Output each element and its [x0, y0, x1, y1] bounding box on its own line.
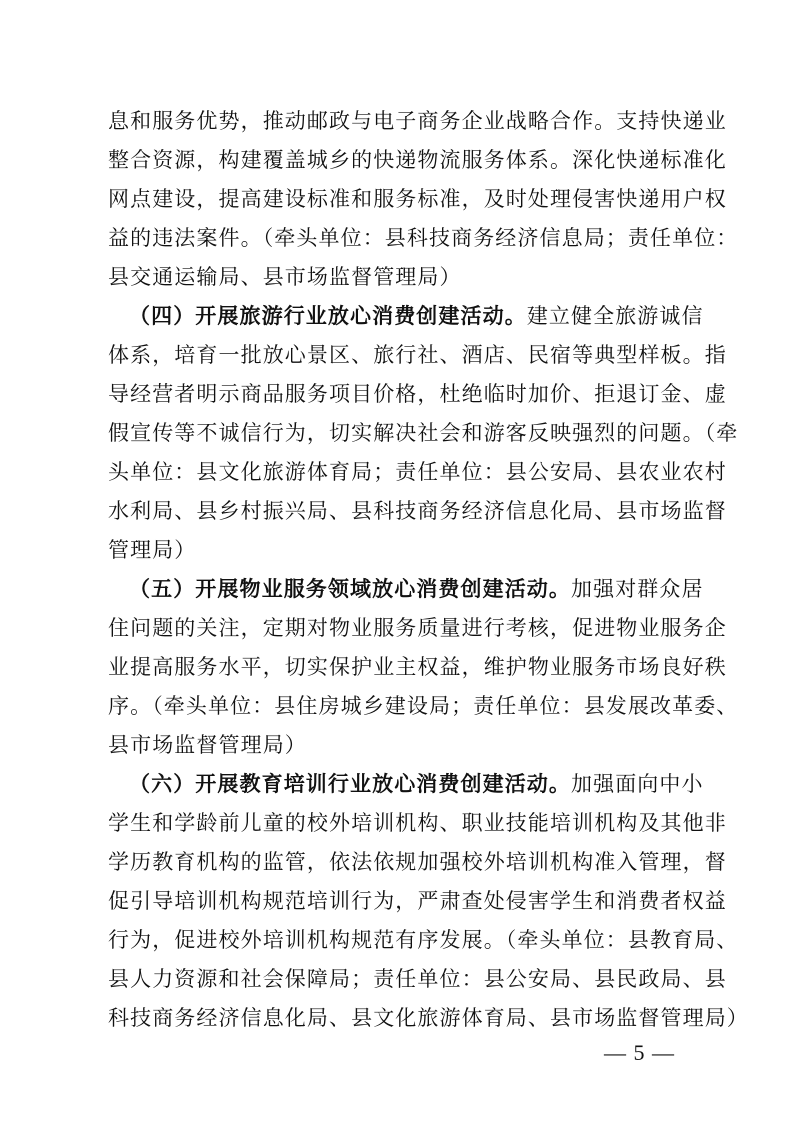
text-line	[108, 265, 708, 289]
line-text: 序。（牵头单位：县住房城乡建设局；责任单位：县发展改革委、	[108, 694, 739, 718]
line-text: 县交通运输局、县市场监督管理局）	[108, 265, 462, 289]
section-heading-line	[129, 772, 729, 796]
text-line	[108, 421, 739, 445]
text-line	[108, 187, 727, 211]
section-heading: （六）开展教育培训行业放心消费创建活动。	[129, 771, 571, 796]
line-text: 假宣传等不诚信行为，切实解决社会和游客反映强烈的问题。（牵	[108, 421, 739, 445]
line-text: 促引导培训机构规范培训行为，严肃查处侵害学生和消费者权益	[108, 889, 727, 913]
text-line	[108, 226, 739, 250]
text-line	[108, 850, 727, 874]
text-line	[108, 889, 727, 913]
line-text: 网点建设，提高建设标准和服务标准，及时处理侵害快递用户权	[108, 187, 727, 211]
page-number: — 5 —	[604, 1040, 675, 1065]
text-line	[108, 655, 727, 679]
text-line	[108, 538, 708, 562]
line-text: 建立健全旅游诚信	[526, 304, 704, 328]
line-text: 头单位：县文化旅游体育局；责任单位：县公安局、县农业农村	[108, 460, 727, 484]
text-line	[108, 148, 727, 172]
section-heading-line	[129, 577, 729, 601]
line-text: 息和服务优势，推动邮政与电子商务企业战略合作。支持快递业	[108, 109, 727, 133]
line-text: 业提高服务水平，切实保护业主权益，维护物业服务市场良好秩	[108, 655, 727, 679]
text-line	[108, 967, 727, 991]
text-line	[108, 382, 727, 406]
text-line	[108, 343, 727, 367]
line-text: 行为，促进校外培训机构规范有序发展。（牵头单位：县教育局、	[108, 928, 739, 952]
section-heading-line	[129, 304, 729, 328]
line-text: 科技商务经济信息化局、县文化旅游体育局、县市场监督管理局）	[108, 1006, 749, 1030]
line-text: 学生和学龄前儿童的校外培训机构、职业技能培训机构及其他非	[108, 811, 727, 835]
line-text: 县市场监督管理局）	[108, 733, 307, 757]
line-text: 加强面向中小	[571, 772, 704, 796]
text-line	[108, 811, 727, 835]
text-line	[108, 694, 739, 718]
line-text: 住问题的关注，定期对物业服务质量进行考核，促进物业服务企	[108, 616, 727, 640]
line-text: 导经营者明示商品服务项目价格，杜绝临时加价、拒退订金、虚	[108, 382, 727, 406]
line-text: 加强对群众居	[571, 577, 704, 601]
line-text: 益的违法案件。（牵头单位：县科技商务经济信息局；责任单位：	[108, 226, 739, 250]
line-text: 学历教育机构的监管，依法依规加强校外培训机构准入管理，督	[108, 850, 727, 874]
line-text: 水利局、县乡村振兴局、县科技商务经济信息化局、县市场监督	[108, 499, 727, 523]
text-line	[108, 1006, 749, 1030]
line-text: 管理局）	[108, 538, 197, 562]
section-heading: （五）开展物业服务领域放心消费创建活动。	[129, 576, 571, 601]
text-line	[108, 616, 727, 640]
line-text: 整合资源，构建覆盖城乡的快递物流服务体系。深化快递标准化	[108, 148, 727, 172]
text-line	[108, 733, 708, 757]
line-text: 县人力资源和社会保障局；责任单位：县公安局、县民政局、县	[108, 967, 727, 991]
text-line	[108, 109, 727, 133]
text-line	[108, 460, 727, 484]
section-heading: （四）开展旅游行业放心消费创建活动。	[129, 303, 527, 328]
text-line	[108, 499, 727, 523]
text-line	[108, 928, 739, 952]
line-text: 体系，培育一批放心景区、旅行社、酒店、民宿等典型样板。指	[108, 343, 727, 367]
